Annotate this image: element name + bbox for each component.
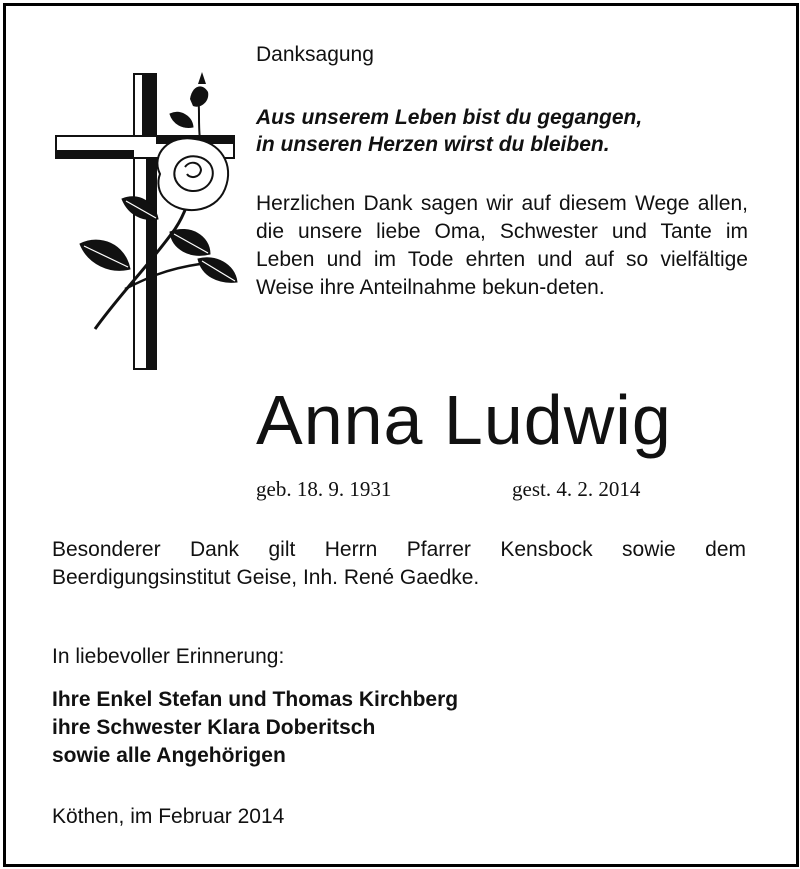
signer-line: sowie alle Angehörigen xyxy=(52,744,286,767)
thanks-paragraph: Herzlichen Dank sagen wir auf diesem Wege allen, die unsere liebe Oma, Schwester und Tante im Leben und im Tode ehrten und auf so vielfältige Weise ihre Anteilnahme bekun-deten. xyxy=(256,192,748,299)
death-date: gest. 4. 2. 2014 xyxy=(512,477,641,501)
signer-line: ihre Schwester Klara Doberitsch xyxy=(52,716,376,739)
birth-date: geb. 18. 9. 1931 xyxy=(256,477,392,501)
quote-line: Aus unserem Leben bist du gegangen, xyxy=(256,106,643,129)
deceased-name: Anna Ludwig xyxy=(256,381,672,459)
memory-intro: In liebevoller Erinnerung: xyxy=(52,645,285,668)
special-thanks: Besonderer Dank gilt Herrn Pfarrer Kensbock sowie dem Beerdigungsinstitut Geise, Inh. René Gaedke. xyxy=(52,538,746,589)
signers-list xyxy=(52,686,458,770)
memorial-quote xyxy=(256,104,642,158)
signer-line: Ihre Enkel Stefan und Thomas Kirchberg xyxy=(52,688,459,711)
heading-danksagung: Danksagung xyxy=(256,43,374,66)
cross-rose-icon xyxy=(50,64,245,374)
quote-line: in unseren Herzen wirst du bleiben. xyxy=(256,133,610,156)
place-date: Köthen, im Februar 2014 xyxy=(52,805,285,828)
